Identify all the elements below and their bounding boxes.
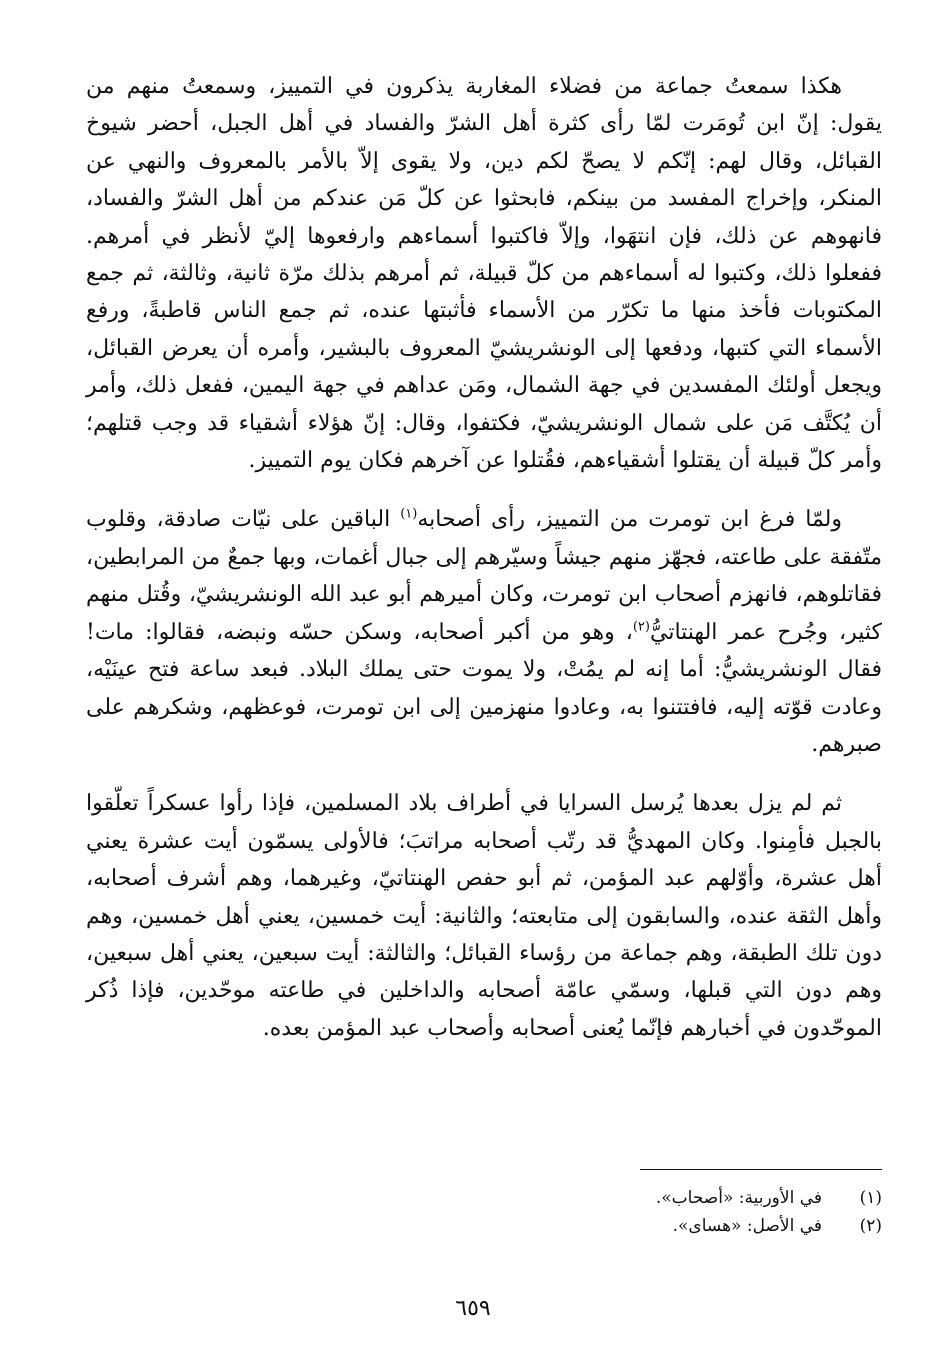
footnote-number: (١) bbox=[859, 1188, 882, 1208]
footnote-2 bbox=[86, 1212, 882, 1240]
footnote-ref-2[interactable]: (٢) bbox=[632, 619, 650, 635]
page-number: ٦٥٩ bbox=[455, 1296, 491, 1321]
footnotes bbox=[86, 1184, 882, 1240]
footnote-ref-1[interactable]: (١) bbox=[400, 507, 418, 523]
paragraph-2 bbox=[86, 501, 882, 763]
paragraph-3: ثم لم يزل بعدها يُرسل السرايا في أطراف بلاد المسلمين، فإذا رأوا عسكراً تعلّقوا بالجبل فأمِنوا. وكان المهديُّ قد رتّب أصحابه مراتبَ؛ فالأولى يسمّون أيت عشرة يعني أهل عشرة، وأوّلهم عبد المؤمن، ثم أبو حفص الهنتاتيّ، وغيرهما، وهم أشرف أصحابه، وأهل الثقة عنده، والسابقون إلى متابعته؛ والثانية: أيت خمسين، يعني أهل خمسين، وهم دون تلك الطبقة، وهم جماعة من رؤساء القبائل؛ والثالثة: أيت سبعين، يعني أهل سبعين، وهم دون التي قبلها، وسمّي عامّة أصحابه والداخلين في طاعته موحّدين، فإذا ذُكر الموحّدون في أخبارهم فإنّما يُعنى أصحابه وأصحاب عبد المؤمن بعده. bbox=[86, 791, 882, 1041]
footnote-1 bbox=[86, 1184, 882, 1212]
paragraph-2-part-3: ، وهو من أكبر أصحابه، وسكن حسّه ونبضه، فقالوا: مات! فقال الونشريشيُّ: أما إنه لم يمُتْ، ولا يموت حتى يملك البلاد. فبعد ساعة فتح عينَيْه، وعادت قوّته إليه، فافتتنوا به، وعادوا منهزمين إلى ابن تومرت، فوعظهم، وشكرهم على صبرهم. bbox=[86, 619, 882, 757]
footnote-text: في الأوربية: «أصحاب». bbox=[655, 1188, 822, 1208]
page-body bbox=[86, 68, 882, 1047]
footnote-text: في الأصل: «هساى». bbox=[672, 1216, 822, 1236]
footnote-number: (٢) bbox=[859, 1216, 882, 1236]
paragraph-2-part-2: الباقين على نيّات صادقة، وقلوب متّفقة على طاعته، فجهّز منهم جيشاً وسيّرهم إلى جبال أغمات، وبها جمعٌ من المرابطين، فقاتلوهم، فانهزم أصحاب ابن تومرت، وكان أميرهم أبو عبد الله الونشريشيّ، وقُتل منهم كثير، وجُرح عمر الهنتاتيُّ bbox=[86, 507, 882, 645]
footnote-divider bbox=[640, 1169, 882, 1170]
paragraph-1: هكذا سمعتُ جماعة من فضلاء المغاربة يذكرون في التمييز، وسمعتُ منهم من يقول: إنّ ابن تُومَرت لمّا رأى كثرة أهل الشرّ والفساد في أهل الجبل، أحضر شيوخ القبائل، وقال لهم: إنّكم لا يصحّ لكم دين، ولا يقوى إلاّ بالأمر بالمعروف والنهي عن المنكر، وإخراج المفسد من بينكم، فابحثوا عن كلّ مَن عندكم من أهل الشرّ والفساد، فانهوهم عن ذلك، فإن انتهَوا، وإلاّ فاكتبوا أسماءهم وارفعوها إليّ لأنظر في أمرهم. ففعلوا ذلك، وكتبوا له أسماءهم من كلّ قبيلة، ثم أمرهم بذلك مرّة ثانية، وثالثة، ثم جمع المكتوبات فأخذ منها ما تكرّر من الأسماء فأثبتها عنده، ثم جمع الناس قاطبةً، ورفع الأسماء التي كتبها، ودفعها إلى الونشريشيّ المعروف بالبشير، وأمره أن يعرض القبائل، ويجعل أولئك المفسدين في جهة الشمال، ومَن عداهم في جهة اليمين، ففعل ذلك، وأمر أن يُكتَّف مَن على شمال الونشريشيّ، فكتفوا، وقال: إنّ هؤلاء أشقياء قد وجب قتلهم؛ وأمر كلّ قبيلة أن يقتلوا أشقياءهم، فقُتلوا عن آخرهم فكان يوم التمييز. bbox=[86, 74, 882, 474]
paragraph-2-part-1: ولمّا فرغ ابن تومرت من التمييز، رأى أصحابه bbox=[417, 507, 842, 533]
